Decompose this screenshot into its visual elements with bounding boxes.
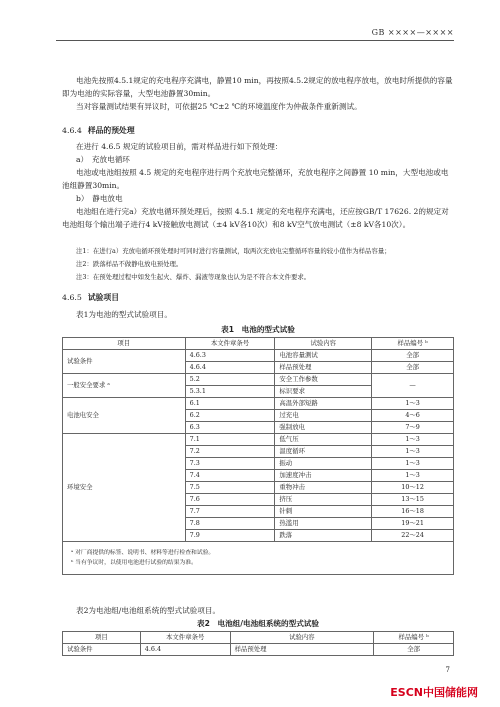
list-item-b-label: b） 静电放电 bbox=[76, 194, 123, 203]
content-cell: 样品预处理 bbox=[275, 362, 372, 374]
header-divider bbox=[56, 40, 454, 41]
table-row bbox=[63, 434, 454, 446]
clause-cell: 4.6.3 bbox=[185, 350, 275, 362]
footnote-a: ᵃ 对厂商提供的标签、说明书、材料等进行检查和试验。 bbox=[71, 550, 215, 556]
clause-cell: 7.8 bbox=[185, 518, 275, 530]
table2-caption: 表2 电池组/电池组系统的型式试验 bbox=[197, 619, 319, 628]
sample-cell: 1～3 bbox=[372, 446, 454, 458]
section-heading-4-6-4 bbox=[62, 125, 135, 136]
table1-caption: 表1 电池的型式试验 bbox=[221, 325, 295, 334]
sample-cell: 19～21 bbox=[372, 518, 454, 530]
sample-cell: 4～6 bbox=[372, 410, 454, 422]
clause-cell: 7.1 bbox=[185, 434, 275, 446]
clause-cell: 4.6.4 bbox=[185, 362, 275, 374]
content-cell: 振动 bbox=[275, 458, 372, 470]
content-cell: 跌落 bbox=[275, 530, 372, 542]
table-row bbox=[63, 350, 454, 362]
page-number: 7 bbox=[445, 666, 450, 674]
column-header: 项目 bbox=[63, 338, 186, 350]
sample-cell: 全部 bbox=[372, 362, 454, 374]
sample-cell: 22～24 bbox=[372, 530, 454, 542]
table-footnote-row bbox=[63, 542, 454, 575]
clause-cell: 7.5 bbox=[185, 482, 275, 494]
column-header: 本文件章条号 bbox=[185, 338, 275, 350]
table-row bbox=[63, 644, 454, 656]
clause-cell: 6.3 bbox=[185, 422, 275, 434]
paragraph-electrostatic-discharge: 电池组在进行完a）充放电循环预处理后，按照 4.5.1 规定的充电程序充满电，还应按GB/T 17626. 2的规定对电池组每个输出端子进行4 kV接触放电测试（±4 kV各10次）和8 kV空气放电测试（±8 kV各10次）。 bbox=[62, 207, 449, 229]
paragraph-table1-intro: 表1为电池的型式试验项目。 bbox=[76, 310, 172, 319]
clause-cell: 5.3.1 bbox=[185, 386, 275, 398]
clause-cell: 4.6.4 bbox=[140, 644, 230, 656]
content-cell: 电池容量测试 bbox=[275, 350, 372, 362]
content-cell: 高温外部短路 bbox=[275, 398, 372, 410]
clause-cell: 7.3 bbox=[185, 458, 275, 470]
sample-cell: 10～12 bbox=[372, 482, 454, 494]
sample-cell: — bbox=[372, 374, 454, 398]
logo-text-escn: ESCN bbox=[390, 686, 423, 699]
sample-cell: 1～3 bbox=[372, 434, 454, 446]
list-item-a-label: a） 充放电循环 bbox=[76, 155, 130, 164]
table-row bbox=[63, 398, 454, 410]
section-title: 样品的预处理 bbox=[87, 126, 135, 135]
content-cell: 针刺 bbox=[275, 506, 372, 518]
paragraph-charge-cycle: 电池或电池组按照 4.5 规定的充电程序进行两个充放电完整循环，充放电程序之间静置 10 min，大型电池或电池组静置30min。 bbox=[62, 168, 449, 190]
footnote-b: ᵇ 当有争议时，以使用电池进行试验的结果为准。 bbox=[71, 560, 197, 566]
content-cell: 强制放电 bbox=[275, 422, 372, 434]
section-heading-4-6-5 bbox=[62, 292, 119, 303]
table1 bbox=[62, 337, 454, 575]
clause-cell: 7.9 bbox=[185, 530, 275, 542]
clause-cell: 7.7 bbox=[185, 506, 275, 518]
content-cell: 样品预处理 bbox=[230, 644, 374, 656]
group-label: 电池电安全 bbox=[63, 398, 186, 434]
note-3: 注3：在预处理过程中如发生起火、爆炸、漏液等现象也认为是不符合本文件要求。 bbox=[76, 273, 311, 281]
sample-cell: 1～3 bbox=[372, 470, 454, 482]
escn-logo bbox=[390, 684, 478, 700]
table-row bbox=[63, 374, 454, 386]
section-number: 4.6.5 bbox=[62, 293, 82, 302]
content-cell: 热滥用 bbox=[275, 518, 372, 530]
content-cell: 温度循环 bbox=[275, 446, 372, 458]
group-label: 一般安全要求 ᵃ bbox=[63, 374, 186, 398]
content-cell: 低气压 bbox=[275, 434, 372, 446]
column-header: 试验内容 bbox=[275, 338, 372, 350]
group-label: 环境安全 bbox=[63, 434, 186, 542]
paragraph-arbitration: 当对容量测试结果有异议时，可依据25 ℃±2 ℃的环境温度作为仲裁条件重新测试。 bbox=[76, 102, 362, 111]
column-header: 试验内容 bbox=[230, 632, 374, 644]
item-cell: 试验条件 bbox=[63, 644, 141, 656]
sample-cell: 13～15 bbox=[372, 494, 454, 506]
content-cell: 加速度冲击 bbox=[275, 470, 372, 482]
section-number: 4.6.4 bbox=[62, 126, 82, 135]
clause-cell: 6.2 bbox=[185, 410, 275, 422]
content-cell: 标识要求 bbox=[275, 386, 372, 398]
clause-cell: 7.4 bbox=[185, 470, 275, 482]
section-title: 试验项目 bbox=[87, 293, 120, 302]
paragraph-table2-intro: 表2为电池组/电池组系统的型式试验项目。 bbox=[76, 606, 221, 615]
clause-cell: 7.6 bbox=[185, 494, 275, 506]
column-header: 样品编号 ᵇ bbox=[374, 632, 454, 644]
content-cell: 重物冲击 bbox=[275, 482, 372, 494]
note-1: 注1：在进行a）充放电循环预处理时可同时进行容量测试，取两次充放电完整循环容量的较小值作为样品容量； bbox=[76, 247, 391, 255]
note-2: 注2：跌落样品不做静电放电预处理。 bbox=[76, 260, 183, 268]
column-header: 本文件章条号 bbox=[140, 632, 230, 644]
content-cell: 挤压 bbox=[275, 494, 372, 506]
group-label: 试验条件 bbox=[63, 350, 186, 374]
sample-cell: 全部 bbox=[374, 644, 454, 656]
column-header: 项目 bbox=[63, 632, 141, 644]
table-footnotes bbox=[63, 542, 454, 575]
paragraph-capacity-test: 电池先按照4.5.1规定的充电程序充满电，静置10 min，再按照4.5.2规定的放电程序放电，放电时所提供的容量即为电池的实际容量，大型电池静置30min。 bbox=[62, 76, 453, 98]
logo-text-cn: 中国储能网 bbox=[423, 686, 478, 699]
table-header-row bbox=[63, 338, 454, 350]
paragraph-pretreatment-intro: 在进行 4.6.5 规定的试验项目前，需对样品进行如下预处理： bbox=[76, 142, 283, 151]
content-cell: 安全工作参数 bbox=[275, 374, 372, 386]
sample-cell: 1～3 bbox=[372, 398, 454, 410]
standard-code-header: GB ××××—×××× bbox=[371, 28, 454, 37]
sample-cell: 全部 bbox=[372, 350, 454, 362]
table2 bbox=[62, 631, 454, 656]
sample-cell: 7～9 bbox=[372, 422, 454, 434]
table-header-row bbox=[63, 632, 454, 644]
column-header: 样品编号 ᵇ bbox=[372, 338, 454, 350]
sample-cell: 1～3 bbox=[372, 458, 454, 470]
clause-cell: 7.2 bbox=[185, 446, 275, 458]
clause-cell: 5.2 bbox=[185, 374, 275, 386]
clause-cell: 6.1 bbox=[185, 398, 275, 410]
content-cell: 过充电 bbox=[275, 410, 372, 422]
sample-cell: 16～18 bbox=[372, 506, 454, 518]
